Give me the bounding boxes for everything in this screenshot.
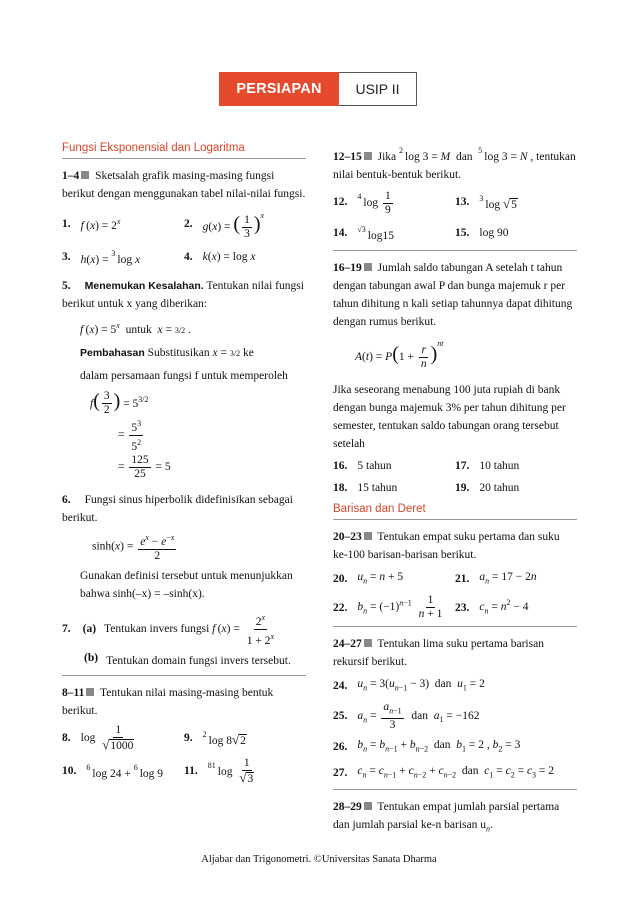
problems-14-15: 14. $^{√3}$log15 15. log 90 (333, 221, 577, 245)
formula-q4: k(x) = log x (202, 250, 256, 263)
formula-q1: f $(x) = 2^x$ (80, 217, 121, 232)
problems-3-4: 3. h(x) = $^3$log x 4. k(x) = log x (62, 245, 306, 269)
formula-q3: h(x) = $^3$log x (80, 248, 141, 266)
problem-7b: (b) Tentukan domain fungsi invers tersebut. (84, 651, 291, 667)
formula-q8: log $\frac{1}{√1000}$ (80, 723, 134, 752)
problem-26: 26. $b_n = b_{n-1} + b_{n-2}$ dan $b_1 = 2$ , $b_2 = 3$ (333, 736, 577, 758)
section-title-sequences: Barisan dan Deret (333, 503, 577, 520)
left-column (62, 142, 306, 790)
formula-q14: $^{√3}$log15 (357, 224, 394, 242)
problem-5: 5. Menemukan Kesalahan. Tentukan nilai fungsi berikut untuk x yang diberikan: (62, 279, 304, 310)
problems-16-17: 16. 5 tahun 17. 10 tahun (333, 459, 520, 472)
formula-q11: $^{81}$log $\frac{1}{√3}$ (207, 757, 254, 786)
problem-7a: 7. (a) Tentukan invers fungsi f (x) = $\frac{2^x}{1 + 2^x}$ (62, 612, 274, 647)
formula-q26: $b_n = b_{n-1} + b_{n-2}$ dan $b_1 = 2$ , $b_2 = 3$ (357, 738, 521, 753)
problem-12-15-instruction: 12–15 Jika $^2$log 3 = M dan $^5$log 3 = N , tentukan nilai bentuk-bentuk berikut. (333, 146, 576, 181)
formula-q15: log 90 (479, 226, 509, 239)
section-title-exp-log: Fungsi Eksponensial dan Logaritma (62, 142, 306, 159)
problems-22-23: 22. $b_n = (-1)^{n-1}$ $\frac{1}{n + 1}$ 23. $c_n = n^2 - 4$ (333, 594, 529, 621)
formula-q24: $u_n = 3(u_{n-1} - 3)$ dan $u_1 = 2$ (357, 678, 485, 693)
formula-q21: $a_n = 17 - 2n$ (479, 570, 537, 586)
problem-16-19-context: Jika seseorang menabung 100 juta rupiah di bank dengan bunga majemuk 3% per tahun dihitung per semester, tentukan saldo tabungan orang tersebut setelah (333, 383, 566, 450)
problem-24: 24. $u_n = 3(u_{n-1} - 3)$ dan $u_1 = 2$ (333, 675, 577, 697)
formula-q10: $^6$log 24 + $^6$log 9 (86, 763, 164, 781)
square-bullet-icon (86, 688, 94, 696)
square-bullet-icon (364, 532, 372, 540)
problem-27: 27. $c_n = c_{n-1} + c_{n-2} + c_{n-2}$ dan $c_1 = c_2 = c_3 = 2$ (333, 762, 577, 784)
problems-20-21: 20. $u_n = n + 5$ 21. $a_n = 17 - 2n$ (333, 568, 577, 590)
problems-8-9: 8. log $\frac{1}{√1000}$ 9. $^2$log 8√2 (62, 723, 246, 752)
header-badge (219, 72, 417, 106)
formula-q13: $^3$log √5 (479, 194, 517, 212)
square-bullet-icon (364, 263, 372, 271)
problem-6: 6. Fungsi sinus hiperbolik didefinisikan sebagai berikut. (62, 494, 293, 525)
formula-q12: $^4$log $\frac{1}{9}$ (357, 189, 391, 216)
problem-24-27-instruction: 24–27 Tentukan lima suku pertama barisan rekursif berikut. (333, 638, 544, 669)
compound-interest-formula: A(t) = P(1 + $\frac{r}{n}$ )$^{nt}$ (355, 338, 444, 370)
square-bullet-icon (364, 152, 372, 160)
problem-25: 25. $a_n$ = $\frac{a_{n-1}}{3}$ dan $a_1 = -162$ (333, 701, 480, 731)
formula-q2: g(x) = ( $\frac{1}{3}$ )$^x$ (202, 211, 265, 240)
problem-1-4-instruction: 1–4 Sketsalah grafik masing-masing fungsi berikut dengan menggunakan tabel nilai-nilai fungsi. (62, 170, 306, 200)
right-column (333, 142, 577, 843)
formula-q23: $c_n = n^2 - 4$ (479, 598, 529, 616)
problem-20-23-instruction: 20–23 Tentukan empat suku pertama dan suku ke-100 barisan-barisan berikut. (333, 530, 560, 561)
formula-q9: $^2$log 8√2 (202, 730, 246, 748)
formula-q20: $u_n = n + 5$ (357, 570, 404, 586)
formula-q25: $a_n$ = $\frac{a_{n-1}}{3}$ dan $a_1 = -162$ (357, 701, 480, 731)
problem-6-body: sinh(x) = $\frac{e^x - e^{-x}}{2}$ Gunakan definisi tersebut untuk menunjukkan bahwa sinh(–x) = –sinh(x). (80, 533, 293, 600)
problem-28-29-instruction: 28–29 Tentukan empat jumlah parsial pertama dan jumlah parsial ke-n barisan $u_n$. (333, 801, 560, 834)
problem-5-derivation: f( $\frac{3}{2}$ ) = $5^{3/2}$ = $\frac{5^3}{5^2}$ = $\frac{125}{25}$ = 5 (90, 389, 171, 481)
problems-10-11: 10. $^6$log 24 + $^6$log 9 11. $^{81}$log $\frac{1}{√3}$ (62, 757, 306, 787)
formula-q22: $b_n = (-1)^{n-1}$ $\frac{1}{n + 1}$ (357, 594, 443, 621)
problem-16-19-instruction: 16–19 Jumlah saldo tabungan A setelah t tahun dengan tabungan awal P dan bunga majemuk r per tahun dihitung n kali setiap tahunnya dapat dihitung dengan rumus berikut. (333, 261, 573, 328)
formula-q27: $c_n = c_{n-1} + c_{n-2} + c_{n-2}$ dan $c_1 = c_2 = c_3 = 2$ (357, 764, 555, 780)
page-footer: Aljabar dan Trigonometri. ©Universitas Sanata Dharma (201, 854, 437, 865)
square-bullet-icon (364, 639, 372, 647)
problem-8-11-instruction: 8–11 Tentukan nilai masing-masing bentuk berikut. (62, 686, 274, 717)
problems-18-19: 18. 15 tahun 19. 20 tahun (333, 481, 520, 494)
problems-1-2: 1. f $(x) = 2^x$ 2. g(x) = ( $\frac{1}{3}$ )$^x$ (62, 207, 306, 241)
square-bullet-icon (81, 171, 89, 179)
badge-persiapan: PERSIAPAN (219, 72, 339, 106)
badge-usip: USIP II (339, 72, 417, 106)
square-bullet-icon (364, 802, 372, 810)
problems-12-13: 12. $^4$log $\frac{1}{9}$ 13. $^3$log √5 (333, 189, 517, 216)
problem-5-body: f $(x) = 5^x$ untuk x = 3/2 . Pembahasan Substitusikan x = 3/2 ke dalam persamaan fungsi f untuk memperoleh f( $\frac{3}{2}$ ) = $5^{3/2}$ = $\frac{5^3}{5^2}$ = $\frac{125}{25}$ = 5 (62, 317, 306, 481)
